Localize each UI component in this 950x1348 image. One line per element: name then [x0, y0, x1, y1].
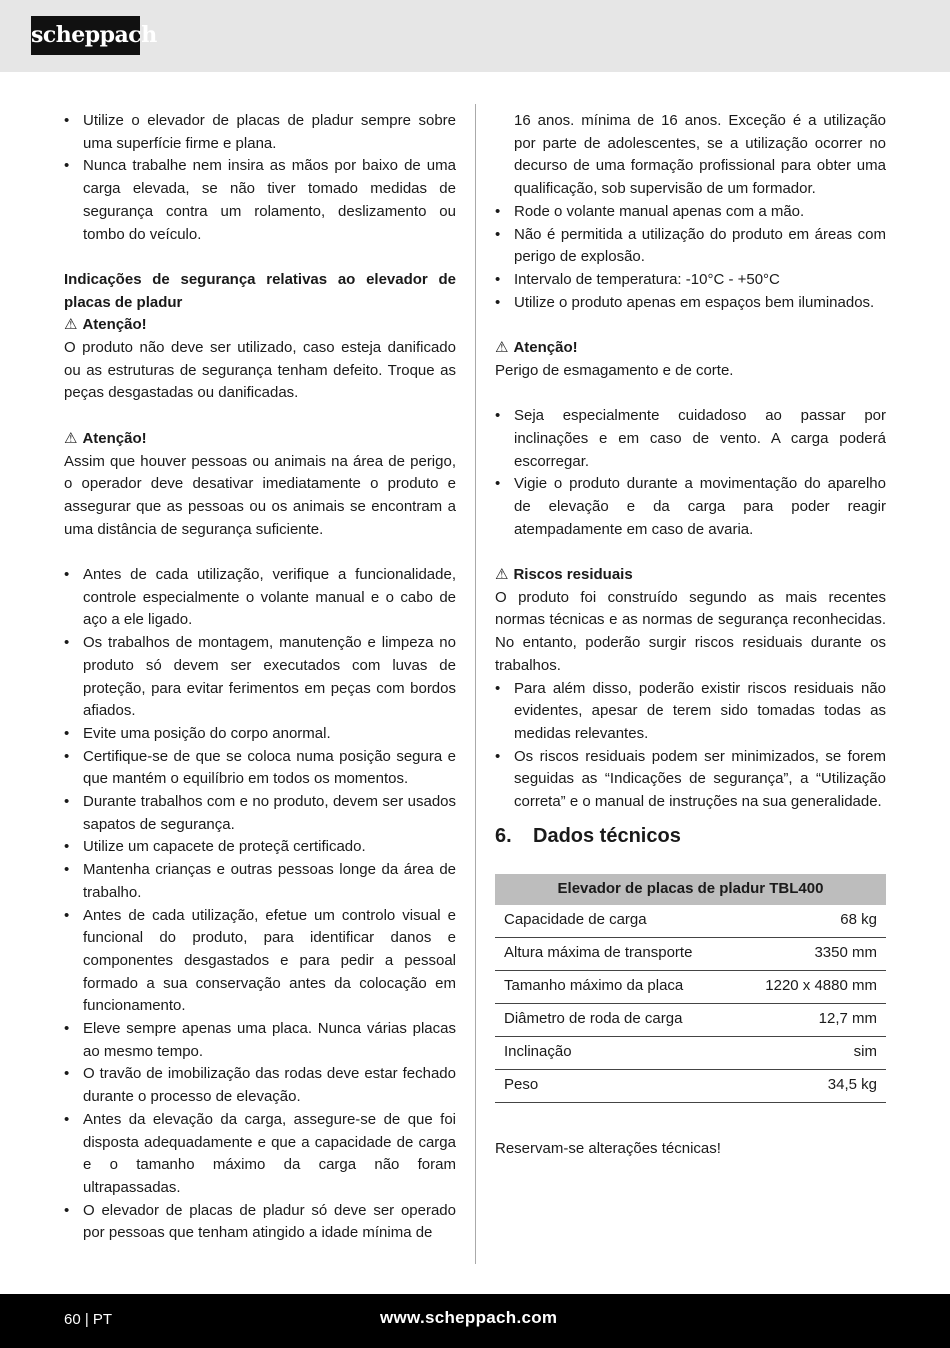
warning-text: Assim que houver pessoas ou animais na área de perigo, o operador deve desativar imediatamente o produto e assegurar que as pessoas ou os animais se encontram a uma distância de segurança suficiente.: [64, 452, 456, 538]
list-item: • Os riscos residuais podem ser minimizados, se forem seguidas as “Indicações de segurança”, a “Utilização correta” e o manual de instruções na sua generalidade.: [495, 746, 886, 814]
list-item: • Utilize o produto apenas em espaços bem iluminados.: [495, 292, 886, 315]
spec-label: Tamanho máximo da placa: [495, 970, 735, 1003]
spec-label: Altura máxima de transporte: [495, 937, 735, 970]
list-item: • Antes de cada utilização, efetue um controlo visual e funcional do produto, para identificar danos e componentes desgastados e para pedir a pessoal formado a sua conservação antes da colocação em funcionamento.: [64, 905, 456, 1019]
list-item: • Para além disso, poderão existir riscos residuais não evidentes, apesar de terem sido tomadas todas as medidas relevantes.: [495, 678, 886, 746]
page-footer: [0, 1294, 950, 1348]
warning-label: Atenção!: [82, 429, 147, 447]
bullet-list-a: [495, 201, 886, 315]
spec-value: 68 kg: [735, 905, 886, 938]
list-item: • O travão de imobilização das rodas deve estar fechado durante o processo de elevação.: [64, 1063, 456, 1108]
bullet-list-main: [64, 564, 456, 1245]
residual-risks-text: O produto foi construído segundo as mais recentes normas técnicas e as normas de segurança reconhecidas. No entanto, poderão surgir riscos residuais durante os trabalhos.: [495, 588, 886, 674]
column-divider: [475, 104, 476, 1264]
right-column: [495, 110, 886, 1160]
residual-risks-heading: [495, 564, 886, 587]
list-item: • Certifique-se de que se coloca numa posição segura e que mantém o equilíbrio em todos os momentos.: [64, 746, 456, 791]
table-row: [495, 970, 886, 1003]
page-number: 60 | PT: [64, 1311, 113, 1328]
warning-label: Atenção!: [513, 339, 578, 357]
table-row: [495, 1036, 886, 1069]
list-item: • Intervalo de temperatura: -10°C - +50°C: [495, 269, 886, 292]
list-item: • Vigie o produto durante a movimentação do aparelho de elevação e da carga para poder reagir atempadamente em caso de avaria.: [495, 473, 886, 541]
list-item: • Utilize um capacete de proteçã certificado.: [64, 836, 456, 859]
spec-value: 34,5 kg: [735, 1069, 886, 1102]
warning-text: O produto não deve ser utilizado, caso esteja danificado ou as estruturas de segurança tenham defeito. Troque as peças desgastadas ou danificadas.: [64, 339, 456, 402]
page-header: [0, 0, 950, 72]
table-row: [495, 937, 886, 970]
bullet-list-top: [64, 110, 456, 246]
bullet-list-c: [495, 678, 886, 814]
list-item: • Antes de cada utilização, verifique a funcionalidade, controle especialmente o volante manual e o cabo de aço a ele ligado.: [64, 564, 456, 632]
warning-triangle-icon: ⚠: [495, 566, 509, 584]
spec-value: 3350 mm: [735, 937, 886, 970]
warning-heading: [495, 337, 886, 360]
left-column: [64, 110, 456, 1245]
list-item: • Utilize o elevador de placas de pladur sempre sobre uma superfície firme e plana.: [64, 110, 456, 155]
residual-risks-label: Riscos residuais: [513, 566, 633, 584]
bullet-list-b: [495, 405, 886, 541]
spec-value: sim: [735, 1036, 886, 1069]
brand-logo: scheppach: [31, 16, 140, 55]
warning-heading: [64, 428, 456, 451]
list-item: • Os trabalhos de montagem, manutenção e limpeza no produto só devem ser executados com luvas de proteção, para evitar ferimentos em peças com bordos afiados.: [64, 632, 456, 723]
list-item: • Não é permitida a utilização do produto em áreas com perigo de explosão.: [495, 224, 886, 269]
section-number: 6.: [495, 824, 512, 847]
warning-triangle-icon: ⚠: [495, 339, 509, 357]
spec-label: Diâmetro de roda de carga: [495, 1003, 735, 1036]
table-row: [495, 905, 886, 938]
technical-data-table: [495, 874, 886, 1103]
warning-triangle-icon: ⚠: [64, 316, 78, 334]
list-item: • Nunca trabalhe nem insira as mãos por baixo de uma carga elevada, se não tiver tomado medidas de segurança contra um rolamento, deslizamento ou tombo do veículo.: [64, 155, 456, 246]
table-header: Elevador de placas de pladur TBL400: [495, 874, 886, 905]
warning-heading: [64, 314, 456, 337]
list-item: • Mantenha crianças e outras pessoas longe da área de trabalho.: [64, 859, 456, 904]
spec-value: 1220 x 4880 mm: [735, 970, 886, 1003]
list-item: • Seja especialmente cuidadoso ao passar por inclinações e em caso de vento. A carga poderá escorregar.: [495, 405, 886, 473]
section-title-text: Dados técnicos: [533, 824, 681, 847]
list-item: • Evite uma posição do corpo anormal.: [64, 723, 456, 746]
spec-label: Peso: [495, 1069, 735, 1102]
website-link[interactable]: www.scheppach.com: [380, 1308, 558, 1327]
warning-text: Perigo de esmagamento e de corte.: [495, 361, 734, 379]
spec-label: Capacidade de carga: [495, 905, 735, 938]
list-item: • Antes da elevação da carga, assegure-se de que foi disposta adequadamente e que a capacidade de carga e o tamanho máximo da carga não foram ultrapassadas.: [64, 1109, 456, 1200]
warning-triangle-icon: ⚠: [64, 429, 78, 447]
section-heading: Indicações de segurança relativas ao elevador de placas de pladur: [64, 270, 456, 311]
list-item: • Rode o volante manual apenas com a mão.: [495, 201, 886, 224]
technical-changes-note: Reservam-se alterações técnicas!: [495, 1139, 721, 1157]
table-row: [495, 1069, 886, 1102]
section-title: [495, 814, 886, 866]
warning-label: Atenção!: [82, 316, 147, 334]
spec-label: Inclinação: [495, 1036, 735, 1069]
spec-value: 12,7 mm: [735, 1003, 886, 1036]
list-item: • Durante trabalhos com e no produto, devem ser usados sapatos de segurança.: [64, 791, 456, 836]
list-item: • Eleve sempre apenas uma placa. Nunca várias placas ao mesmo tempo.: [64, 1018, 456, 1063]
continued-list-text: 16 anos. mínima de 16 anos. Exceção é a utilização por parte de adolescentes, se a utilização ocorrer no decurso de uma formação profissional para obter uma qualificação, sob supervisão de um formador.: [514, 112, 886, 198]
table-row: [495, 1003, 886, 1036]
list-item: • O elevador de placas de pladur só deve ser operado por pessoas que tenham atingido a idade mínima de: [64, 1200, 456, 1245]
